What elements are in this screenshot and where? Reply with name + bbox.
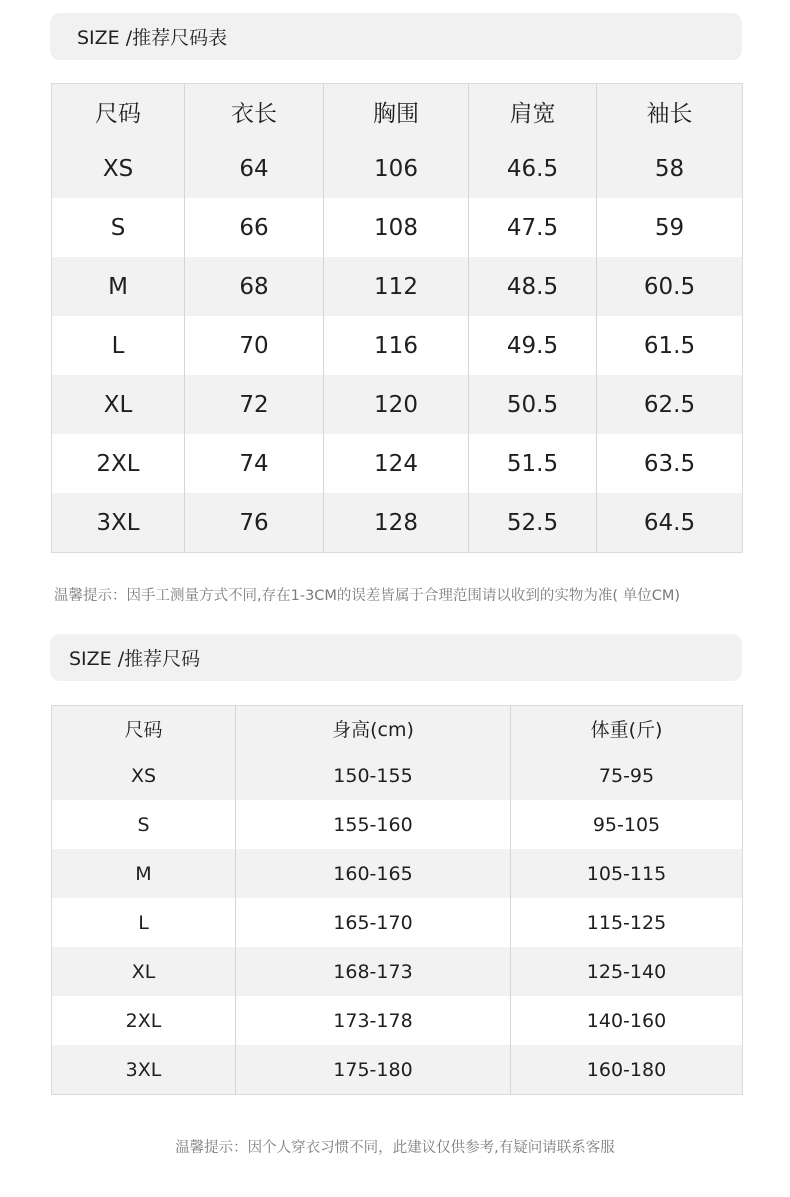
- cell-sleeve: 58: [597, 139, 743, 198]
- cell-height: 175-180: [236, 1045, 511, 1095]
- cell-size: S: [137, 813, 150, 836]
- cell-size: S: [110, 214, 126, 241]
- cell-shoulder: 47.5: [469, 198, 597, 257]
- cell-size: XL: [52, 947, 236, 996]
- measurement-note: 温馨提示：因手工测量方式不同,存在1-3CM的误差皆属于合理范围请以收到的实物为准( 单位CM): [54, 588, 680, 604]
- cell-chest: 120: [324, 375, 469, 434]
- cell-sleeve: 63.5: [597, 434, 743, 493]
- cell-weight: 105-115: [511, 849, 743, 898]
- cell-shoulder: 46.5: [469, 139, 597, 198]
- header-chest: 胸围: [324, 84, 469, 140]
- cell-chest: 128: [324, 493, 469, 553]
- cell-chest: 106: [324, 139, 469, 198]
- table-row: [52, 375, 743, 434]
- cell-sleeve: 59: [597, 198, 743, 257]
- header-size: 尺码: [52, 84, 185, 140]
- size-recommend-title-banner: [50, 634, 742, 681]
- cell-size: 2XL: [96, 450, 140, 477]
- header-length: 衣长: [185, 84, 324, 140]
- cell-height: 168-173: [236, 947, 511, 996]
- header-shoulder: 肩宽: [469, 84, 597, 140]
- size-recommend-title: SIZE /推荐尺码: [69, 648, 201, 670]
- table-row: [52, 947, 743, 996]
- table-row: [52, 800, 743, 849]
- cell-length: 70: [185, 316, 324, 375]
- cell-weight: 75-95: [511, 751, 743, 800]
- cell-sleeve: 62.5: [597, 375, 743, 434]
- cell-size: M: [52, 257, 185, 316]
- recommend-table: [51, 705, 743, 1095]
- size-chart-title-banner: [50, 13, 742, 60]
- table-row: [52, 493, 743, 553]
- cell-chest: 108: [324, 198, 469, 257]
- cell-weight: 95-105: [511, 800, 743, 849]
- cell-height: 150-155: [236, 751, 511, 800]
- cell-size: L: [138, 911, 149, 934]
- table-row: [52, 996, 743, 1045]
- cell-sleeve: 64.5: [597, 493, 743, 553]
- cell-chest: 116: [324, 316, 469, 375]
- cell-chest: 112: [324, 257, 469, 316]
- size-chart-title: SIZE /推荐尺码表: [77, 27, 228, 49]
- header-height: 身高(cm): [236, 706, 511, 752]
- table-row: [52, 1045, 743, 1095]
- cell-height: 165-170: [236, 898, 511, 947]
- cell-chest: 124: [324, 434, 469, 493]
- table-row: [52, 898, 743, 947]
- cell-shoulder: 49.5: [469, 316, 597, 375]
- cell-length: 74: [185, 434, 324, 493]
- cell-shoulder: 51.5: [469, 434, 597, 493]
- header-size: 尺码: [52, 706, 236, 752]
- cell-length: 76: [185, 493, 324, 553]
- recommend-note: 温馨提示：因个人穿衣习惯不同，此建议仅供参考,有疑问请联系客服: [175, 1140, 615, 1156]
- header-weight: 体重(斤): [511, 706, 743, 752]
- cell-length: 72: [185, 375, 324, 434]
- measurement-table-header: [52, 84, 743, 140]
- recommend-table-header: [52, 706, 743, 752]
- cell-shoulder: 48.5: [469, 257, 597, 316]
- cell-length: 68: [185, 257, 324, 316]
- cell-size: XS: [52, 751, 236, 800]
- table-row: [52, 139, 743, 198]
- cell-weight: 115-125: [511, 898, 743, 947]
- cell-size: XS: [52, 139, 185, 198]
- table-row: [52, 434, 743, 493]
- cell-sleeve: 61.5: [597, 316, 743, 375]
- cell-weight: 140-160: [511, 996, 743, 1045]
- cell-length: 64: [185, 139, 324, 198]
- cell-weight: 160-180: [511, 1045, 743, 1095]
- cell-shoulder: 52.5: [469, 493, 597, 553]
- cell-height: 155-160: [236, 800, 511, 849]
- cell-sleeve: 60.5: [597, 257, 743, 316]
- measurement-table: [51, 83, 743, 553]
- cell-size: M: [52, 849, 236, 898]
- table-row: [52, 316, 743, 375]
- cell-height: 173-178: [236, 996, 511, 1045]
- cell-size: XL: [52, 375, 185, 434]
- header-sleeve: 袖长: [597, 84, 743, 140]
- cell-size: 2XL: [125, 1009, 162, 1032]
- cell-weight: 125-140: [511, 947, 743, 996]
- table-row: [52, 751, 743, 800]
- table-row: [52, 849, 743, 898]
- cell-length: 66: [185, 198, 324, 257]
- cell-size: L: [111, 332, 125, 359]
- cell-shoulder: 50.5: [469, 375, 597, 434]
- table-row: [52, 198, 743, 257]
- cell-size: 3XL: [52, 1045, 236, 1095]
- table-row: [52, 257, 743, 316]
- cell-size: 3XL: [52, 493, 185, 553]
- cell-height: 160-165: [236, 849, 511, 898]
